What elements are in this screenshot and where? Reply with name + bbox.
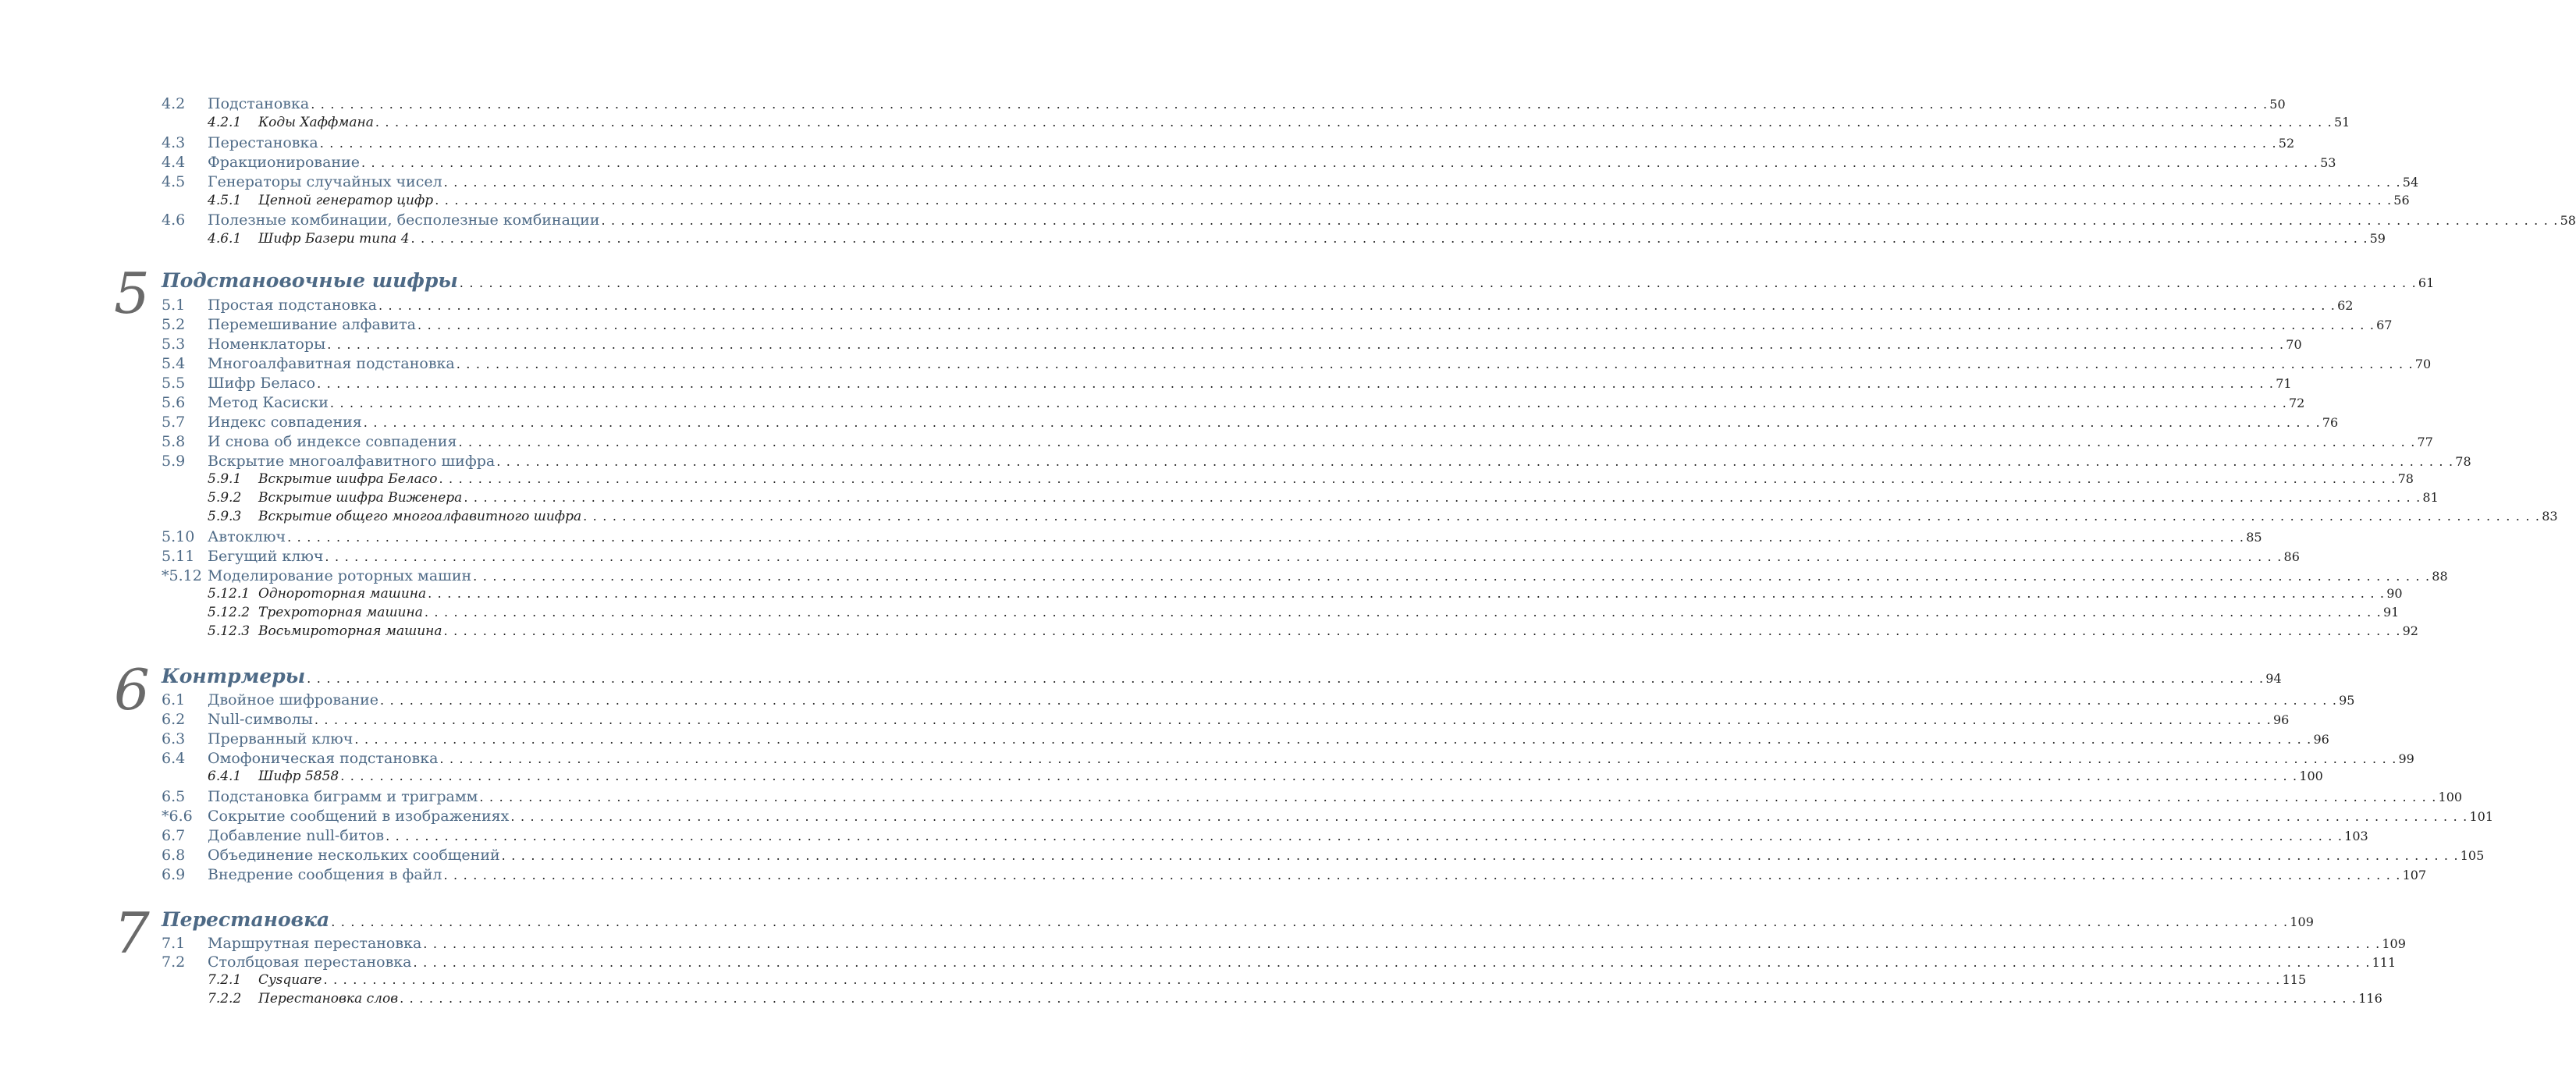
entry-title: Автоключ xyxy=(208,528,286,545)
entry-number: 6.3 xyxy=(162,730,186,747)
dot-leader: . . . . . . . . . . . . . . . . . . . . . . . . . . . . . . . . . . . . . . . . . . . . . . . . . . . . . . . . . . . . . . . . . . . . . . . . . . . . . . . . . . . . . . . . . . . . . . . . . . . . . . . . . . . . . . . . . . . . . . . . . . . . . . . . . . . . . . . . . . . . . . . . . . . . . . . . . . . . . . . . . . . . . . . . . . . . . . . . . . . . . . . . . . . . . . . . . . . . . . . . xyxy=(456,357,2414,371)
entry-number: 6.4.1 xyxy=(208,769,242,784)
toc-subsection-entry[interactable] xyxy=(162,193,2410,208)
entry-number: 4.2 xyxy=(162,95,186,112)
entry-title: Внедрение сообщения в файл xyxy=(208,866,442,883)
chapter-heading[interactable] xyxy=(162,665,2282,687)
page-number: 109 xyxy=(2290,914,2314,929)
toc-section-entry[interactable] xyxy=(162,711,2290,728)
page-number: 99 xyxy=(2398,751,2414,766)
page-number: 90 xyxy=(2386,586,2403,601)
entry-title: Моделирование роторных машин xyxy=(208,567,472,584)
page-number: 81 xyxy=(2422,490,2439,505)
toc-section-entry[interactable] xyxy=(162,730,2329,747)
dot-leader: . . . . . . . . . . . . . . . . . . . . . . . . . . . . . . . . . . . . . . . . . . . . . . . . . . . . . . . . . . . . . . . . . . . . . . . . . . . . . . . . . . . . . . . . . . . . . . . . . . . . . . . . . . . . . . . . . . . . . . . . . . . . . . . . . . . . . . . . . . . . . . . . . . . . . . . . . . . . . . . . . . . . . . . . . . . . . . . . . . . . . . . . . . . . . . . . . . . . . . . . xyxy=(307,671,2265,686)
chapter-number: 7 xyxy=(114,900,150,966)
entry-number: 5.11 xyxy=(162,548,195,565)
chapter-title: Перестановка xyxy=(162,908,330,931)
entry-number: 6.2 xyxy=(162,711,186,728)
page-number: 91 xyxy=(2382,605,2400,620)
page-number: 72 xyxy=(2289,396,2305,410)
page-number: 103 xyxy=(2344,829,2368,843)
dot-leader: . . . . . . . . . . . . . . . . . . . . . . . . . . . . . . . . . . . . . . . . . . . . . . . . . . . . . . . . . . . . . . . . . . . . . . . . . . . . . . . . . . . . . . . . . . . . . . . . . . . . . . . . . . . . . . . . . . . . . . . . . . . . . . . . . . . . . . . . . . . . . . . . . . . . . . . . . . . . . . . . . . . . . . . . . . . . . . . . . . . . . . . . . . . . . . . . . . . . . . . . xyxy=(327,337,2285,352)
dot-leader: . . . . . . . . . . . . . . . . . . . . . . . . . . . . . . . . . . . . . . . . . . . . . . . . . . . . . . . . . . . . . . . . . . . . . . . . . . . . . . . . . . . . . . . . . . . . . . . . . . . . . . . . . . . . . . . . . . . . . . . . . . . . . . . . . . . . . . . . . . . . . . . . . . . . . . . . . . . . . . . . . . . . . . . . . . . . . . . . . . . . . . . . . . . . . . . . . . . . . . . . xyxy=(340,769,2298,783)
toc-subsection-entry[interactable] xyxy=(162,231,2386,247)
entry-title: Вскрытие шифра Виженера xyxy=(258,490,463,506)
entry-title: Добавление null-битов xyxy=(208,827,385,844)
toc-section-entry[interactable] xyxy=(162,750,2414,767)
page-number: 83 xyxy=(2542,509,2558,524)
dot-leader: . . . . . . . . . . . . . . . . . . . . . . . . . . . . . . . . . . . . . . . . . . . . . . . . . . . . . . . . . . . . . . . . . . . . . . . . . . . . . . . . . . . . . . . . . . . . . . . . . . . . . . . . . . . . . . . . . . . . . . . . . . . . . . . . . . . . . . . . . . . . . . . . . . . . . . . . . . . . . . . . . . . . . . . . . . . . . . . . . . . . . . . . . . . . . . . . . . . . . . . . xyxy=(473,569,2431,584)
toc-section-entry[interactable] xyxy=(162,827,2368,844)
entry-title: Метод Касиски xyxy=(208,394,329,411)
entry-title: Цепной генератор цифр xyxy=(258,193,434,208)
dot-leader: . . . . . . . . . . . . . . . . . . . . . . . . . . . . . . . . . . . . . . . . . . . . . . . . . . . . . . . . . . . . . . . . . . . . . . . . . . . . . . . . . . . . . . . . . . . . . . . . . . . . . . . . . . . . . . . . . . . . . . . . . . . . . . . . . . . . . . . . . . . . . . . . . . . . . . . . . . . . . . . . . . . . . . . . . . . . . . . . . . . . . . . . . . . . . . . . . . . . . . . . xyxy=(583,509,2541,524)
entry-number: 5.1 xyxy=(162,296,186,314)
chapter-number: 6 xyxy=(114,657,150,723)
toc-section-entry[interactable] xyxy=(162,316,2393,333)
dot-leader: . . . . . . . . . . . . . . . . . . . . . . . . . . . . . . . . . . . . . . . . . . . . . . . . . . . . . . . . . . . . . . . . . . . . . . . . . . . . . . . . . . . . . . . . . . . . . . . . . . . . . . . . . . . . . . . . . . . . . . . . . . . . . . . . . . . . . . . . . . . . . . . . . . . . . . . . . . . . . . . . . . . . . . . . . . . . . . . . . . . . . . . . . . . . . . . . . . . . . . . . xyxy=(510,809,2468,824)
chapter-heading[interactable] xyxy=(162,908,2314,931)
page-number: 105 xyxy=(2460,848,2485,863)
entry-title: Маршрутная перестановка xyxy=(208,935,422,952)
entry-title: Полезные комбинации, бесполезные комбинации xyxy=(208,211,600,229)
page-number: 54 xyxy=(2402,175,2419,190)
entry-number: 6.1 xyxy=(162,691,186,708)
page-number: 92 xyxy=(2402,623,2418,638)
entry-title: Двойное шифрование xyxy=(208,691,379,708)
page-number: 67 xyxy=(2376,318,2393,332)
page-number: 53 xyxy=(2320,155,2336,170)
dot-leader: . . . . . . . . . . . . . . . . . . . . . . . . . . . . . . . . . . . . . . . . . . . . . . . . . . . . . . . . . . . . . . . . . . . . . . . . . . . . . . . . . . . . . . . . . . . . . . . . . . . . . . . . . . . . . . . . . . . . . . . . . . . . . . . . . . . . . . . . . . . . . . . . . . . . . . . . . . . . . . . . . . . . . . . . . . . . . . . . . . . . . . . . . . . . . . . . . . . . . . . . xyxy=(601,213,2559,228)
dot-leader: . . . . . . . . . . . . . . . . . . . . . . . . . . . . . . . . . . . . . . . . . . . . . . . . . . . . . . . . . . . . . . . . . . . . . . . . . . . . . . . . . . . . . . . . . . . . . . . . . . . . . . . . . . . . . . . . . . . . . . . . . . . . . . . . . . . . . . . . . . . . . . . . . . . . . . . . . . . . . . . . . . . . . . . . . . . . . . . . . . . . . . . . . . . . . . . . . . . . . . . . xyxy=(428,586,2386,601)
entry-title: Шифр Беласо xyxy=(208,375,316,392)
page-number: 116 xyxy=(2358,991,2382,1006)
page-number: 52 xyxy=(2278,136,2295,151)
toc-section-entry[interactable] xyxy=(162,453,2471,470)
entry-number: 4.6.1 xyxy=(208,231,242,247)
entry-number: 5.9.3 xyxy=(208,509,242,524)
toc-section-entry[interactable] xyxy=(162,375,2292,392)
dot-leader: . . . . . . . . . . . . . . . . . . . . . . . . . . . . . . . . . . . . . . . . . . . . . . . . . . . . . . . . . . . . . . . . . . . . . . . . . . . . . . . . . . . . . . . . . . . . . . . . . . . . . . . . . . . . . . . . . . . . . . . . . . . . . . . . . . . . . . . . . . . . . . . . . . . . . . . . . . . . . . . . . . . . . . . . . . . . . . . . . . . . . . . . . . . . . . . . . . . . . . . . xyxy=(443,623,2401,638)
toc-section-entry[interactable] xyxy=(162,154,2336,171)
page-number: 115 xyxy=(2282,972,2307,987)
page-number: 109 xyxy=(2382,936,2406,951)
dot-leader: . . . . . . . . . . . . . . . . . . . . . . . . . . . . . . . . . . . . . . . . . . . . . . . . . . . . . . . . . . . . . . . . . . . . . . . . . . . . . . . . . . . . . . . . . . . . . . . . . . . . . . . . . . . . . . . . . . . . . . . . . . . . . . . . . . . . . . . . . . . . . . . . . . . . . . . . . . . . . . . . . . . . . . . . . . . . . . . . . . . . . . . . . . . . . . . . . . . . . . . . xyxy=(329,396,2287,410)
entry-title: Простая подстановка xyxy=(208,296,377,314)
chapter-title: Подстановочные шифры xyxy=(162,269,458,292)
dot-leader: . . . . . . . . . . . . . . . . . . . . . . . . . . . . . . . . . . . . . . . . . . . . . . . . . . . . . . . . . . . . . . . . . . . . . . . . . . . . . . . . . . . . . . . . . . . . . . . . . . . . . . . . . . . . . . . . . . . . . . . . . . . . . . . . . . . . . . . . . . . . . . . . . . . . . . . . . . . . . . . . . . . . . . . . . . . . . . . . . . . . . . . . . . . . . . . . . . . . . . . . xyxy=(311,97,2269,112)
entry-number: 7.2.1 xyxy=(208,972,242,988)
toc-section-entry[interactable] xyxy=(162,528,2262,545)
entry-title: Индекс совпадения xyxy=(208,414,362,431)
dot-leader: . . . . . . . . . . . . . . . . . . . . . . . . . . . . . . . . . . . . . . . . . . . . . . . . . . . . . . . . . . . . . . . . . . . . . . . . . . . . . . . . . . . . . . . . . . . . . . . . . . . . . . . . . . . . . . . . . . . . . . . . . . . . . . . . . . . . . . . . . . . . . . . . . . . . . . . . . . . . . . . . . . . . . . . . . . . . . . . . . . . . . . . . . . . . . . . . . . . . . . . . xyxy=(354,732,2312,747)
toc-subsection-entry[interactable] xyxy=(162,509,2558,524)
dot-leader: . . . . . . . . . . . . . . . . . . . . . . . . . . . . . . . . . . . . . . . . . . . . . . . . . . . . . . . . . . . . . . . . . . . . . . . . . . . . . . . . . . . . . . . . . . . . . . . . . . . . . . . . . . . . . . . . . . . . . . . . . . . . . . . . . . . . . . . . . . . . . . . . . . . . . . . . . . . . . . . . . . . . . . . . . . . . . . . . . . . . . . . . . . . . . . . . . . . . . . . . xyxy=(331,914,2289,929)
toc-section-entry[interactable] xyxy=(162,211,2576,229)
dot-leader: . . . . . . . . . . . . . . . . . . . . . . . . . . . . . . . . . . . . . . . . . . . . . . . . . . . . . . . . . . . . . . . . . . . . . . . . . . . . . . . . . . . . . . . . . . . . . . . . . . . . . . . . . . . . . . . . . . . . . . . . . . . . . . . . . . . . . . . . . . . . . . . . . . . . . . . . . . . . . . . . . . . . . . . . . . . . . . . . . . . . . . . . . . . . . . . . . . . . . . . . xyxy=(375,115,2333,130)
toc-section-entry[interactable] xyxy=(162,567,2448,584)
toc-subsection-entry[interactable] xyxy=(162,115,2350,130)
entry-title: Номенклаторы xyxy=(208,336,326,353)
dot-leader: . . . . . . . . . . . . . . . . . . . . . . . . . . . . . . . . . . . . . . . . . . . . . . . . . . . . . . . . . . . . . . . . . . . . . . . . . . . . . . . . . . . . . . . . . . . . . . . . . . . . . . . . . . . . . . . . . . . . . . . . . . . . . . . . . . . . . . . . . . . . . . . . . . . . . . . . . . . . . . . . . . . . . . . . . . . . . . . . . . . . . . . . . . . . . . . . . . . . . . . . xyxy=(400,991,2357,1006)
dot-leader: . . . . . . . . . . . . . . . . . . . . . . . . . . . . . . . . . . . . . . . . . . . . . . . . . . . . . . . . . . . . . . . . . . . . . . . . . . . . . . . . . . . . . . . . . . . . . . . . . . . . . . . . . . . . . . . . . . . . . . . . . . . . . . . . . . . . . . . . . . . . . . . . . . . . . . . . . . . . . . . . . . . . . . . . . . . . . . . . . . . . . . . . . . . . . . . . . . . . . . . . xyxy=(423,936,2381,951)
entry-number: *5.12 xyxy=(162,567,202,584)
entry-number: 7.2 xyxy=(162,953,186,971)
page-number: 78 xyxy=(2455,454,2471,469)
dot-leader: . . . . . . . . . . . . . . . . . . . . . . . . . . . . . . . . . . . . . . . . . . . . . . . . . . . . . . . . . . . . . . . . . . . . . . . . . . . . . . . . . . . . . . . . . . . . . . . . . . . . . . . . . . . . . . . . . . . . . . . . . . . . . . . . . . . . . . . . . . . . . . . . . . . . . . . . . . . . . . . . . . . . . . . . . . . . . . . . . . . . . . . . . . . . . . . . . . . . . . . . xyxy=(496,454,2454,469)
dot-leader: . . . . . . . . . . . . . . . . . . . . . . . . . . . . . . . . . . . . . . . . . . . . . . . . . . . . . . . . . . . . . . . . . . . . . . . . . . . . . . . . . . . . . . . . . . . . . . . . . . . . . . . . . . . . . . . . . . . . . . . . . . . . . . . . . . . . . . . . . . . . . . . . . . . . . . . . . . . . . . . . . . . . . . . . . . . . . . . . . . . . . . . . . . . . . . . . . . . . . . . . xyxy=(443,868,2401,882)
entry-number: 7.2.2 xyxy=(208,991,242,1007)
entry-title: Коды Хаффмана xyxy=(258,115,374,130)
dot-leader: . . . . . . . . . . . . . . . . . . . . . . . . . . . . . . . . . . . . . . . . . . . . . . . . . . . . . . . . . . . . . . . . . . . . . . . . . . . . . . . . . . . . . . . . . . . . . . . . . . . . . . . . . . . . . . . . . . . . . . . . . . . . . . . . . . . . . . . . . . . . . . . . . . . . . . . . . . . . . . . . . . . . . . . . . . . . . . . . . . . . . . . . . . . . . . . . . . . . . . . . xyxy=(443,175,2401,190)
toc-section-entry[interactable] xyxy=(162,433,2433,450)
page-number: 85 xyxy=(2246,530,2262,545)
dot-leader: . . . . . . . . . . . . . . . . . . . . . . . . . . . . . . . . . . . . . . . . . . . . . . . . . . . . . . . . . . . . . . . . . . . . . . . . . . . . . . . . . . . . . . . . . . . . . . . . . . . . . . . . . . . . . . . . . . . . . . . . . . . . . . . . . . . . . . . . . . . . . . . . . . . . . . . . . . . . . . . . . . . . . . . . . . . . . . . . . . . . . . . . . . . . . . . . . . . . . . . . xyxy=(380,693,2338,708)
page-number: 58 xyxy=(2560,213,2576,228)
toc-subsection-entry[interactable] xyxy=(162,471,2414,487)
entry-title: Омофоническая подстановка xyxy=(208,750,439,767)
entry-number: 5.10 xyxy=(162,528,195,545)
entry-number: 4.6 xyxy=(162,211,186,229)
entry-number: 5.12.3 xyxy=(208,623,250,639)
dot-leader: . . . . . . . . . . . . . . . . . . . . . . . . . . . . . . . . . . . . . . . . . . . . . . . . . . . . . . . . . . . . . . . . . . . . . . . . . . . . . . . . . . . . . . . . . . . . . . . . . . . . . . . . . . . . . . . . . . . . . . . . . . . . . . . . . . . . . . . . . . . . . . . . . . . . . . . . . . . . . . . . . . . . . . . . . . . . . . . . . . . . . . . . . . . . . . . . . . . . . . . . xyxy=(363,415,2321,430)
entry-number: 6.8 xyxy=(162,847,186,864)
toc-subsection-entry[interactable] xyxy=(162,972,2307,988)
dot-leader: . . . . . . . . . . . . . . . . . . . . . . . . . . . . . . . . . . . . . . . . . . . . . . . . . . . . . . . . . . . . . . . . . . . . . . . . . . . . . . . . . . . . . . . . . . . . . . . . . . . . . . . . . . . . . . . . . . . . . . . . . . . . . . . . . . . . . . . . . . . . . . . . . . . . . . . . . . . . . . . . . . . . . . . . . . . . . . . . . . . . . . . . . . . . . . . . . . . . . . . . xyxy=(287,530,2245,545)
page-number: 101 xyxy=(2469,809,2494,824)
toc-section-entry[interactable] xyxy=(162,935,2406,952)
dot-leader: . . . . . . . . . . . . . . . . . . . . . . . . . . . . . . . . . . . . . . . . . . . . . . . . . . . . . . . . . . . . . . . . . . . . . . . . . . . . . . . . . . . . . . . . . . . . . . . . . . . . . . . . . . . . . . . . . . . . . . . . . . . . . . . . . . . . . . . . . . . . . . . . . . . . . . . . . . . . . . . . . . . . . . . . . . . . . . . . . . . . . . . . . . . . . . . . . . . . . . . . xyxy=(378,298,2336,313)
dot-leader: . . . . . . . . . . . . . . . . . . . . . . . . . . . . . . . . . . . . . . . . . . . . . . . . . . . . . . . . . . . . . . . . . . . . . . . . . . . . . . . . . . . . . . . . . . . . . . . . . . . . . . . . . . . . . . . . . . . . . . . . . . . . . . . . . . . . . . . . . . . . . . . . . . . . . . . . . . . . . . . . . . . . . . . . . . . . . . . . . . . . . . . . . . . . . . . . . . . . . . . . xyxy=(458,435,2416,449)
dot-leader: . . . . . . . . . . . . . . . . . . . . . . . . . . . . . . . . . . . . . . . . . . . . . . . . . . . . . . . . . . . . . . . . . . . . . . . . . . . . . . . . . . . . . . . . . . . . . . . . . . . . . . . . . . . . . . . . . . . . . . . . . . . . . . . . . . . . . . . . . . . . . . . . . . . . . . . . . . . . . . . . . . . . . . . . . . . . . . . . . . . . . . . . . . . . . . . . . . . . . . . . xyxy=(317,376,2275,391)
entry-title: Подстановка xyxy=(208,95,310,112)
entry-title: Перемешивание алфавита xyxy=(208,316,417,333)
entry-number: 7.1 xyxy=(162,935,186,952)
entry-number: 5.9.2 xyxy=(208,490,242,506)
toc-section-entry[interactable] xyxy=(162,336,2302,353)
toc-subsection-entry[interactable] xyxy=(162,769,2323,784)
dot-leader: . . . . . . . . . . . . . . . . . . . . . . . . . . . . . . . . . . . . . . . . . . . . . . . . . . . . . . . . . . . . . . . . . . . . . . . . . . . . . . . . . . . . . . . . . . . . . . . . . . . . . . . . . . . . . . . . . . . . . . . . . . . . . . . . . . . . . . . . . . . . . . . . . . . . . . . . . . . . . . . . . . . . . . . . . . . . . . . . . . . . . . . . . . . . . . . . . . . . . . . . xyxy=(386,829,2343,843)
entry-title: Перестановка слов xyxy=(258,991,399,1007)
dot-leader: . . . . . . . . . . . . . . . . . . . . . . . . . . . . . . . . . . . . . . . . . . . . . . . . . . . . . . . . . . . . . . . . . . . . . . . . . . . . . . . . . . . . . . . . . . . . . . . . . . . . . . . . . . . . . . . . . . . . . . . . . . . . . . . . . . . . . . . . . . . . . . . . . . . . . . . . . . . . . . . . . . . . . . . . . . . . . . . . . . . . . . . . . . . . . . . . . . . . . . . . xyxy=(325,549,2283,564)
toc-section-entry[interactable] xyxy=(162,134,2295,151)
page-number: 86 xyxy=(2283,549,2300,564)
dot-leader: . . . . . . . . . . . . . . . . . . . . . . . . . . . . . . . . . . . . . . . . . . . . . . . . . . . . . . . . . . . . . . . . . . . . . . . . . . . . . . . . . . . . . . . . . . . . . . . . . . . . . . . . . . . . . . . . . . . . . . . . . . . . . . . . . . . . . . . . . . . . . . . . . . . . . . . . . . . . . . . . . . . . . . . . . . . . . . . . . . . . . . . . . . . . . . . . . . . . . . . . xyxy=(314,712,2272,727)
toc-subsection-entry[interactable] xyxy=(162,586,2403,602)
toc-section-entry[interactable] xyxy=(162,847,2485,864)
page-number: 61 xyxy=(2418,275,2435,290)
entry-number: 6.7 xyxy=(162,827,186,844)
page-number: 62 xyxy=(2337,298,2354,313)
entry-number: 6.4 xyxy=(162,750,186,767)
entry-number: 4.2.1 xyxy=(208,115,242,130)
entry-number: 5.9.1 xyxy=(208,471,242,487)
page-number: 95 xyxy=(2339,693,2355,708)
dot-leader: . . . . . . . . . . . . . . . . . . . . . . . . . . . . . . . . . . . . . . . . . . . . . . . . . . . . . . . . . . . . . . . . . . . . . . . . . . . . . . . . . . . . . . . . . . . . . . . . . . . . . . . . . . . . . . . . . . . . . . . . . . . . . . . . . . . . . . . . . . . . . . . . . . . . . . . . . . . . . . . . . . . . . . . . . . . . . . . . . . . . . . . . . . . . . . . . . . . . . . . . xyxy=(439,751,2397,766)
page-number: 59 xyxy=(2369,231,2386,246)
page-number: 96 xyxy=(2272,712,2290,727)
page-number: 70 xyxy=(2414,357,2432,371)
entry-number: 5.4 xyxy=(162,355,186,372)
entry-number: 4.4 xyxy=(162,154,186,171)
entry-number: 4.3 xyxy=(162,134,186,151)
dot-leader: . . . . . . . . . . . . . . . . . . . . . . . . . . . . . . . . . . . . . . . . . . . . . . . . . . . . . . . . . . . . . . . . . . . . . . . . . . . . . . . . . . . . . . . . . . . . . . . . . . . . . . . . . . . . . . . . . . . . . . . . . . . . . . . . . . . . . . . . . . . . . . . . . . . . . . . . . . . . . . . . . . . . . . . . . . . . . . . . . . . . . . . . . . . . . . . . . . . . . . . . xyxy=(319,136,2277,151)
page-number: 100 xyxy=(2299,769,2323,783)
dot-leader: . . . . . . . . . . . . . . . . . . . . . . . . . . . . . . . . . . . . . . . . . . . . . . . . . . . . . . . . . . . . . . . . . . . . . . . . . . . . . . . . . . . . . . . . . . . . . . . . . . . . . . . . . . . . . . . . . . . . . . . . . . . . . . . . . . . . . . . . . . . . . . . . . . . . . . . . . . . . . . . . . . . . . . . . . . . . . . . . . . . . . . . . . . . . . . . . . . . . . . . . xyxy=(439,471,2397,486)
entry-number: 5.8 xyxy=(162,433,186,450)
entry-number: 5.9 xyxy=(162,453,186,470)
dot-leader: . . . . . . . . . . . . . . . . . . . . . . . . . . . . . . . . . . . . . . . . . . . . . . . . . . . . . . . . . . . . . . . . . . . . . . . . . . . . . . . . . . . . . . . . . . . . . . . . . . . . . . . . . . . . . . . . . . . . . . . . . . . . . . . . . . . . . . . . . . . . . . . . . . . . . . . . . . . . . . . . . . . . . . . . . . . . . . . . . . . . . . . . . . . . . . . . . . . . . . . . xyxy=(459,275,2417,290)
entry-title: Вскрытие многоалфавитного шифра xyxy=(208,453,496,470)
toc-section-entry[interactable] xyxy=(162,394,2305,411)
dot-leader: . . . . . . . . . . . . . . . . . . . . . . . . . . . . . . . . . . . . . . . . . . . . . . . . . . . . . . . . . . . . . . . . . . . . . . . . . . . . . . . . . . . . . . . . . . . . . . . . . . . . . . . . . . . . . . . . . . . . . . . . . . . . . . . . . . . . . . . . . . . . . . . . . . . . . . . . . . . . . . . . . . . . . . . . . . . . . . . . . . . . . . . . . . . . . . . . . . . . . . . . xyxy=(417,318,2375,332)
page-number: 111 xyxy=(2372,955,2397,970)
toc-section-entry[interactable] xyxy=(162,788,2463,805)
toc-section-entry[interactable] xyxy=(162,173,2419,190)
toc-section-entry[interactable] xyxy=(162,548,2300,565)
entry-title: Многоалфавитная подстановка xyxy=(208,355,455,372)
entry-title: Однороторная машина xyxy=(258,586,427,602)
page-number: 71 xyxy=(2276,376,2292,391)
entry-number: 5.3 xyxy=(162,336,186,353)
dot-leader: . . . . . . . . . . . . . . . . . . . . . . . . . . . . . . . . . . . . . . . . . . . . . . . . . . . . . . . . . . . . . . . . . . . . . . . . . . . . . . . . . . . . . . . . . . . . . . . . . . . . . . . . . . . . . . . . . . . . . . . . . . . . . . . . . . . . . . . . . . . . . . . . . . . . . . . . . . . . . . . . . . . . . . . . . . . . . . . . . . . . . . . . . . . . . . . . . . . . . . . . xyxy=(413,955,2371,970)
page-number: 94 xyxy=(2265,671,2282,686)
toc-subsection-entry[interactable] xyxy=(162,490,2439,506)
dot-leader: . . . . . . . . . . . . . . . . . . . . . . . . . . . . . . . . . . . . . . . . . . . . . . . . . . . . . . . . . . . . . . . . . . . . . . . . . . . . . . . . . . . . . . . . . . . . . . . . . . . . . . . . . . . . . . . . . . . . . . . . . . . . . . . . . . . . . . . . . . . . . . . . . . . . . . . . . . . . . . . . . . . . . . . . . . . . . . . . . . . . . . . . . . . . . . . . . . . . . . . . xyxy=(410,231,2368,246)
entry-title: Бегущий ключ xyxy=(208,548,324,565)
entry-title: Перестановка xyxy=(208,134,318,151)
chapter-title: Контрмеры xyxy=(162,665,306,687)
toc-section-entry[interactable] xyxy=(162,355,2432,372)
toc-subsection-entry[interactable] xyxy=(162,623,2418,639)
page-number: 51 xyxy=(2333,115,2350,130)
dot-leader: . . . . . . . . . . . . . . . . . . . . . . . . . . . . . . . . . . . . . . . . . . . . . . . . . . . . . . . . . . . . . . . . . . . . . . . . . . . . . . . . . . . . . . . . . . . . . . . . . . . . . . . . . . . . . . . . . . . . . . . . . . . . . . . . . . . . . . . . . . . . . . . . . . . . . . . . . . . . . . . . . . . . . . . . . . . . . . . . . . . . . . . . . . . . . . . . . . . . . . . . xyxy=(323,972,2281,987)
toc-section-entry[interactable] xyxy=(162,866,2427,883)
toc-section-entry[interactable] xyxy=(162,95,2286,112)
entry-number: 5.12.2 xyxy=(208,605,250,620)
dot-leader: . . . . . . . . . . . . . . . . . . . . . . . . . . . . . . . . . . . . . . . . . . . . . . . . . . . . . . . . . . . . . . . . . . . . . . . . . . . . . . . . . . . . . . . . . . . . . . . . . . . . . . . . . . . . . . . . . . . . . . . . . . . . . . . . . . . . . . . . . . . . . . . . . . . . . . . . . . . . . . . . . . . . . . . . . . . . . . . . . . . . . . . . . . . . . . . . . . . . . . . . xyxy=(435,193,2393,208)
page-number: 50 xyxy=(2269,97,2286,112)
entry-title: Объединение нескольких сообщений xyxy=(208,847,500,864)
toc-subsection-entry[interactable] xyxy=(162,991,2382,1007)
dot-leader: . . . . . . . . . . . . . . . . . . . . . . . . . . . . . . . . . . . . . . . . . . . . . . . . . . . . . . . . . . . . . . . . . . . . . . . . . . . . . . . . . . . . . . . . . . . . . . . . . . . . . . . . . . . . . . . . . . . . . . . . . . . . . . . . . . . . . . . . . . . . . . . . . . . . . . . . . . . . . . . . . . . . . . . . . . . . . . . . . . . . . . . . . . . . . . . . . . . . . . . . xyxy=(424,605,2382,620)
page-number: 96 xyxy=(2313,732,2329,747)
entry-number: 6.5 xyxy=(162,788,186,805)
entry-title: Вскрытие шифра Беласо xyxy=(258,471,438,487)
entry-number: 5.2 xyxy=(162,316,186,333)
entry-title: Подстановка биграмм и триграмм xyxy=(208,788,478,805)
entry-title: И снова об индексе совпадения xyxy=(208,433,457,450)
dot-leader: . . . . . . . . . . . . . . . . . . . . . . . . . . . . . . . . . . . . . . . . . . . . . . . . . . . . . . . . . . . . . . . . . . . . . . . . . . . . . . . . . . . . . . . . . . . . . . . . . . . . . . . . . . . . . . . . . . . . . . . . . . . . . . . . . . . . . . . . . . . . . . . . . . . . . . . . . . . . . . . . . . . . . . . . . . . . . . . . . . . . . . . . . . . . . . . . . . . . . . . . xyxy=(479,790,2437,804)
toc-section-entry[interactable] xyxy=(162,414,2339,431)
entry-title: Cysquare xyxy=(258,972,322,988)
page-number: 100 xyxy=(2438,790,2463,804)
page-number: 88 xyxy=(2432,569,2448,584)
entry-title: Столбцовая перестановка xyxy=(208,953,412,971)
entry-number: 4.5.1 xyxy=(208,193,242,208)
entry-title: Фракционирование xyxy=(208,154,360,171)
entry-title: Прерванный ключ xyxy=(208,730,354,747)
toc-section-entry[interactable] xyxy=(162,691,2355,708)
chapter-heading[interactable] xyxy=(162,269,2435,292)
page-number: 56 xyxy=(2393,193,2410,208)
entry-number: *6.6 xyxy=(162,808,193,825)
toc-section-entry[interactable] xyxy=(162,953,2397,971)
page-number: 107 xyxy=(2402,868,2427,882)
entry-title: Трехроторная машина xyxy=(258,605,423,620)
page-number: 76 xyxy=(2322,415,2339,430)
page-number: 77 xyxy=(2417,435,2433,449)
entry-number: 6.9 xyxy=(162,866,186,883)
entry-title: Генераторы случайных чисел xyxy=(208,173,442,190)
entry-number: 5.12.1 xyxy=(208,586,250,602)
toc-subsection-entry[interactable] xyxy=(162,605,2400,620)
entry-title: Вскрытие общего многоалфавитного шифра xyxy=(258,509,582,524)
entry-title: Шифр 5858 xyxy=(258,769,339,784)
entry-title: Восьмироторная машина xyxy=(258,623,442,639)
entry-number: 5.5 xyxy=(162,375,186,392)
entry-number: 5.7 xyxy=(162,414,186,431)
dot-leader: . . . . . . . . . . . . . . . . . . . . . . . . . . . . . . . . . . . . . . . . . . . . . . . . . . . . . . . . . . . . . . . . . . . . . . . . . . . . . . . . . . . . . . . . . . . . . . . . . . . . . . . . . . . . . . . . . . . . . . . . . . . . . . . . . . . . . . . . . . . . . . . . . . . . . . . . . . . . . . . . . . . . . . . . . . . . . . . . . . . . . . . . . . . . . . . . . . . . . . . . xyxy=(361,155,2319,170)
entry-number: 5.6 xyxy=(162,394,186,411)
entry-title: Null-символы xyxy=(208,711,313,728)
entry-title: Сокрытие сообщений в изображениях xyxy=(208,808,510,825)
dot-leader: . . . . . . . . . . . . . . . . . . . . . . . . . . . . . . . . . . . . . . . . . . . . . . . . . . . . . . . . . . . . . . . . . . . . . . . . . . . . . . . . . . . . . . . . . . . . . . . . . . . . . . . . . . . . . . . . . . . . . . . . . . . . . . . . . . . . . . . . . . . . . . . . . . . . . . . . . . . . . . . . . . . . . . . . . . . . . . . . . . . . . . . . . . . . . . . . . . . . . . . . xyxy=(464,490,2421,505)
dot-leader: . . . . . . . . . . . . . . . . . . . . . . . . . . . . . . . . . . . . . . . . . . . . . . . . . . . . . . . . . . . . . . . . . . . . . . . . . . . . . . . . . . . . . . . . . . . . . . . . . . . . . . . . . . . . . . . . . . . . . . . . . . . . . . . . . . . . . . . . . . . . . . . . . . . . . . . . . . . . . . . . . . . . . . . . . . . . . . . . . . . . . . . . . . . . . . . . . . . . . . . . xyxy=(501,848,2459,863)
toc-section-entry[interactable] xyxy=(162,296,2354,314)
chapter-number: 5 xyxy=(114,261,150,326)
page-number: 78 xyxy=(2397,471,2414,486)
entry-number: 4.5 xyxy=(162,173,186,190)
entry-title: Шифр Базери типа 4 xyxy=(258,231,410,247)
toc-section-entry[interactable] xyxy=(162,808,2494,825)
page-number: 70 xyxy=(2286,337,2302,352)
